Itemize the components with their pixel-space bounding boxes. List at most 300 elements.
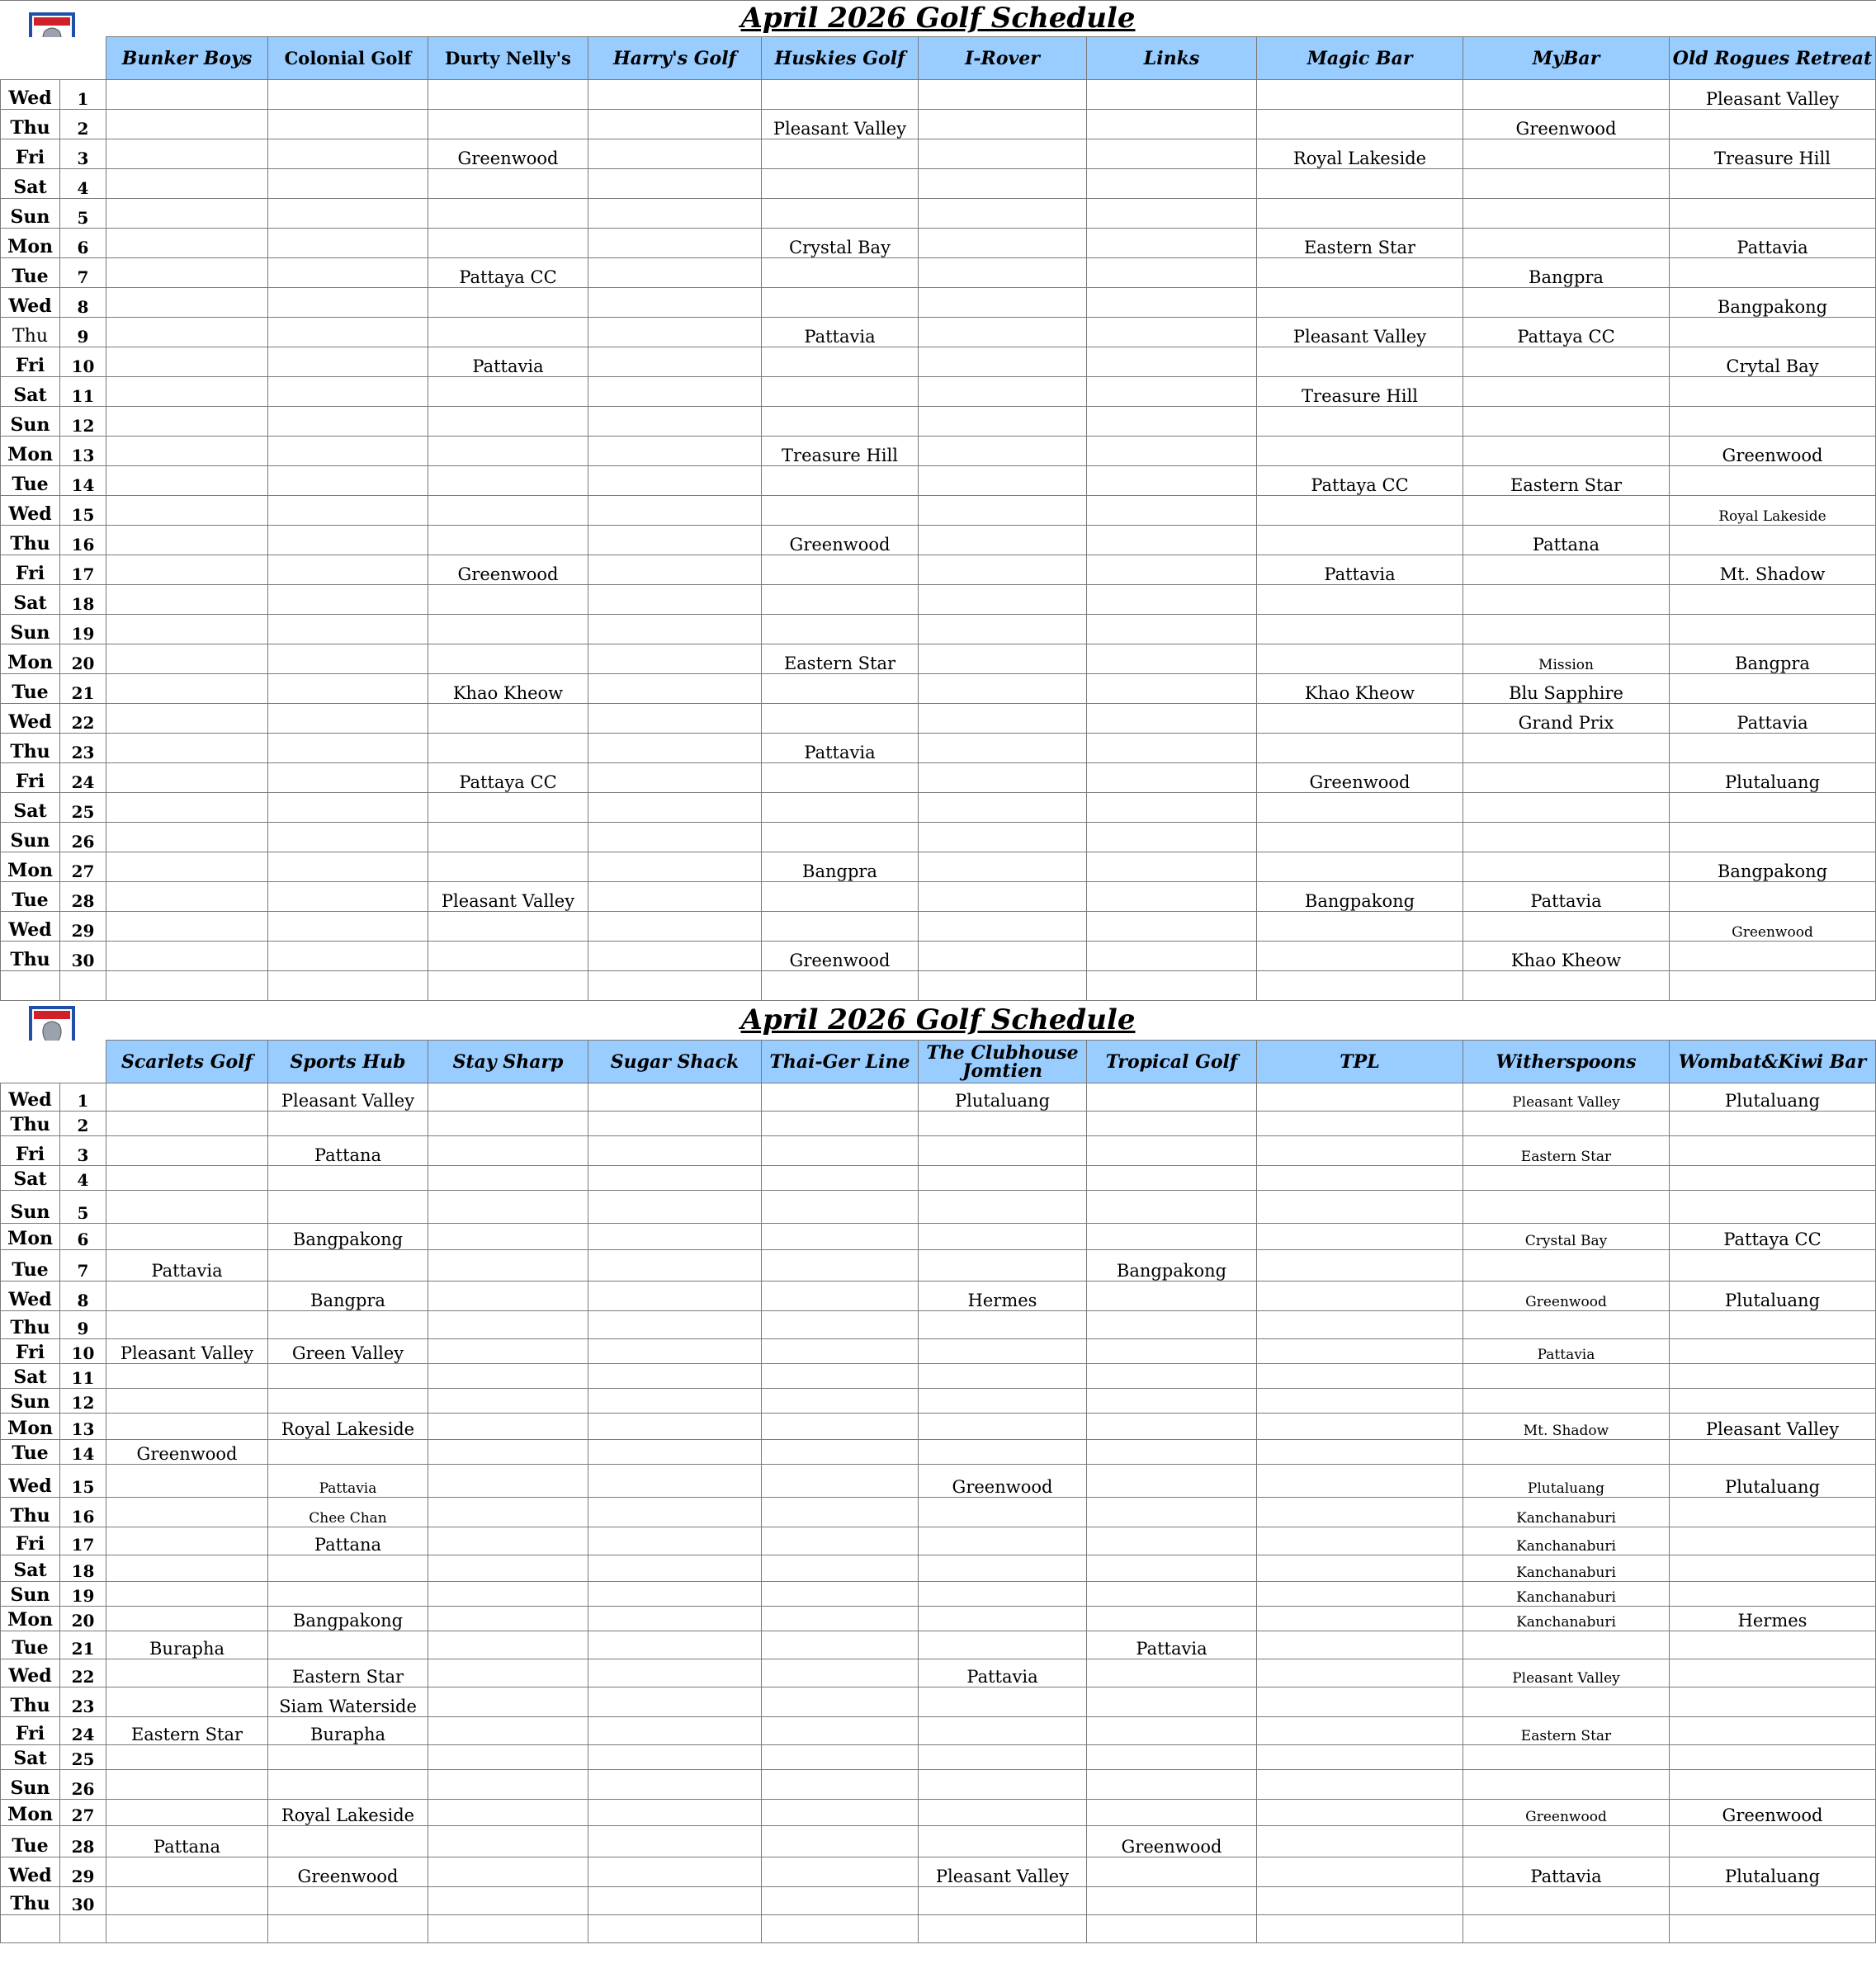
schedule-cell: Pleasant Valley [106, 1339, 268, 1364]
schedule-cell [1087, 1582, 1257, 1607]
table-row [1, 1440, 1876, 1465]
schedule-cell [428, 1083, 588, 1112]
schedule-cell: Mission [1463, 644, 1670, 674]
schedule-cell [1087, 912, 1257, 942]
schedule-cell [1463, 971, 1670, 1001]
schedule-cell [1463, 852, 1670, 882]
schedule-cell [919, 734, 1087, 763]
date-cell: 30 [60, 1887, 106, 1915]
schedule-cell [919, 199, 1087, 229]
schedule-cell [428, 1687, 588, 1717]
column-header: Magic Bar [1257, 37, 1463, 80]
schedule-cell [588, 1339, 762, 1364]
schedule-cell [762, 674, 919, 704]
schedule-cell: Siam Waterside [268, 1687, 428, 1717]
schedule-cell [588, 229, 762, 258]
schedule-cell [588, 1224, 762, 1250]
weekday-cell: Mon [1, 1414, 60, 1440]
schedule-cell: Plutaluang [1670, 1857, 1876, 1887]
schedule-cell [268, 466, 428, 496]
weekday-cell: Sun [1, 1191, 60, 1224]
schedule-cell [1257, 1166, 1463, 1191]
schedule-cell [1463, 1311, 1670, 1339]
schedule-cell [428, 1311, 588, 1339]
schedule-cell: Treasure Hill [1670, 139, 1876, 169]
table-row [1, 852, 1876, 882]
schedule-cell: Pattana [268, 1527, 428, 1555]
schedule-cell [428, 1224, 588, 1250]
schedule-cell [106, 347, 268, 377]
schedule-cell [1087, 318, 1257, 347]
schedule-cell [106, 258, 268, 288]
schedule-cell [106, 169, 268, 199]
schedule-cell [1463, 496, 1670, 526]
schedule-cell [1463, 1112, 1670, 1136]
date-cell: 27 [60, 852, 106, 882]
table-row [1, 734, 1876, 763]
date-cell: 27 [60, 1800, 106, 1826]
schedule-cell [762, 1915, 919, 1943]
schedule-cell [1257, 1224, 1463, 1250]
schedule-cell [1257, 1112, 1463, 1136]
schedule-cell [268, 912, 428, 942]
table-row [1, 912, 1876, 942]
table-row [1, 1887, 1876, 1915]
schedule-cell [268, 1582, 428, 1607]
table-row [1, 407, 1876, 437]
schedule-cell [428, 1191, 588, 1224]
schedule-cell: Pattavia [1257, 555, 1463, 585]
schedule-cell [1087, 1311, 1257, 1339]
schedule-cell [1087, 1440, 1257, 1465]
weekday-cell: Fri [1, 139, 60, 169]
schedule-cell [428, 1770, 588, 1800]
header-row [1, 37, 1876, 80]
schedule-cell [428, 1717, 588, 1745]
schedule-cell [106, 288, 268, 318]
table-row [1, 377, 1876, 407]
schedule-cell [428, 1364, 588, 1389]
schedule-cell [106, 1224, 268, 1250]
schedule-cell [588, 1555, 762, 1582]
schedule-table-2 [0, 1040, 1876, 1943]
schedule-cell: Plutaluang [919, 1083, 1087, 1112]
corner-cell [1, 37, 106, 80]
weekday-cell: Fri [1, 555, 60, 585]
schedule-cell [1463, 80, 1670, 110]
column-header: The Clubhouse Jomtien [919, 1041, 1087, 1083]
schedule-cell [428, 1745, 588, 1770]
schedule-cell [428, 1282, 588, 1311]
schedule-cell [919, 912, 1087, 942]
schedule-cell [1670, 793, 1876, 823]
table-row [1, 1582, 1876, 1607]
schedule-cell: Khao Kheow [1257, 674, 1463, 704]
schedule-cell [268, 1389, 428, 1414]
schedule-cell [268, 1745, 428, 1770]
table-row [1, 1311, 1876, 1339]
schedule-cell [762, 1826, 919, 1857]
schedule-cell: Pattavia [428, 347, 588, 377]
schedule-cell [106, 1498, 268, 1527]
schedule-cell: Kanchanaburi [1463, 1527, 1670, 1555]
schedule-cell: Eastern Star [1463, 1136, 1670, 1166]
schedule-cell [588, 347, 762, 377]
schedule-cell [1670, 1887, 1876, 1915]
schedule-cell [106, 1582, 268, 1607]
weekday-cell: Thu [1, 526, 60, 555]
schedule-cell [428, 1555, 588, 1582]
table-row [1, 1136, 1876, 1166]
schedule-cell [588, 1717, 762, 1745]
schedule-cell [428, 1414, 588, 1440]
date-cell: 16 [60, 526, 106, 555]
schedule-cell [762, 615, 919, 644]
schedule-cell [268, 704, 428, 734]
schedule-cell [919, 1582, 1087, 1607]
schedule-cell [268, 1915, 428, 1943]
date-cell: 19 [60, 615, 106, 644]
schedule-cell: Royal Lakeside [1257, 139, 1463, 169]
weekday-cell: Tue [1, 1250, 60, 1282]
weekday-cell: Sat [1, 1364, 60, 1389]
schedule-cell [762, 288, 919, 318]
schedule-cell [1257, 1527, 1463, 1555]
date-cell: 21 [60, 674, 106, 704]
schedule-cell [268, 1631, 428, 1659]
weekday-cell: Fri [1, 347, 60, 377]
schedule-cell [588, 1191, 762, 1224]
date-cell: 29 [60, 1857, 106, 1887]
schedule-cell [106, 1166, 268, 1191]
table-row [1, 1166, 1876, 1191]
schedule-cell [1670, 734, 1876, 763]
schedule-cell [428, 1826, 588, 1857]
weekday-cell: Sun [1, 1389, 60, 1414]
schedule-cell [1087, 793, 1257, 823]
schedule-cell [1087, 1136, 1257, 1166]
schedule-cell [588, 823, 762, 852]
table-row [1, 199, 1876, 229]
schedule-cell: Pleasant Valley [1257, 318, 1463, 347]
schedule-cell [106, 1364, 268, 1389]
weekday-cell: Thu [1, 1498, 60, 1527]
table-row [1, 1414, 1876, 1440]
schedule-cell [1463, 1770, 1670, 1800]
schedule-cell [919, 1250, 1087, 1282]
date-cell: 26 [60, 823, 106, 852]
schedule-cell [106, 1915, 268, 1943]
column-header: I-Rover [919, 37, 1087, 80]
schedule-cell [1257, 823, 1463, 852]
table-row [1, 1224, 1876, 1250]
weekday-cell: Thu [1, 1311, 60, 1339]
schedule-cell: Burapha [106, 1631, 268, 1659]
schedule-cell [428, 377, 588, 407]
schedule-cell [1087, 882, 1257, 912]
schedule-cell [1463, 377, 1670, 407]
schedule-cell: Pattana [1463, 526, 1670, 555]
schedule-cell [1670, 526, 1876, 555]
schedule-cell [268, 1770, 428, 1800]
schedule-cell: Greenwood [1670, 912, 1876, 942]
schedule-cell [919, 526, 1087, 555]
schedule-cell [268, 288, 428, 318]
schedule-cell [428, 1527, 588, 1555]
schedule-cell [268, 377, 428, 407]
schedule-cell [762, 1800, 919, 1826]
schedule-cell [106, 1527, 268, 1555]
schedule-cell: Greenwood [428, 139, 588, 169]
schedule-cell [1670, 1717, 1876, 1745]
schedule-cell [762, 763, 919, 793]
schedule-cell: Pattavia [268, 1465, 428, 1498]
schedule-cell [1257, 1364, 1463, 1389]
schedule-cell: Pattavia [762, 734, 919, 763]
schedule-cell [268, 644, 428, 674]
schedule-cell: Plutaluang [1463, 1465, 1670, 1498]
schedule-cell [588, 1770, 762, 1800]
schedule-cell [106, 734, 268, 763]
weekday-cell: Wed [1, 496, 60, 526]
weekday-cell: Tue [1, 1440, 60, 1465]
schedule-cell [588, 704, 762, 734]
schedule-cell [1257, 1083, 1463, 1112]
weekday-cell: Wed [1, 80, 60, 110]
schedule-cell: Greenwood [1257, 763, 1463, 793]
schedule-cell: Bangpra [762, 852, 919, 882]
schedule-cell [428, 110, 588, 139]
schedule-cell [1670, 1440, 1876, 1465]
table-row [1, 763, 1876, 793]
schedule-cell [1087, 1887, 1257, 1915]
date-cell [60, 1915, 106, 1943]
schedule-cell: Eastern Star [1463, 466, 1670, 496]
schedule-cell [1087, 615, 1257, 644]
schedule-cell [1257, 1555, 1463, 1582]
schedule-cell [1463, 347, 1670, 377]
schedule-cell [106, 318, 268, 347]
weekday-cell: Wed [1, 704, 60, 734]
schedule-cell [1087, 437, 1257, 466]
schedule-cell [1257, 1414, 1463, 1440]
column-header: Sugar Shack [588, 1041, 762, 1083]
schedule-cell [919, 169, 1087, 199]
schedule-cell [1087, 1166, 1257, 1191]
schedule-cell [762, 139, 919, 169]
schedule-cell [268, 80, 428, 110]
schedule-cell: Crystal Bay [762, 229, 919, 258]
table-row [1, 1607, 1876, 1631]
schedule-cell [1670, 1915, 1876, 1943]
weekday-cell: Tue [1, 1826, 60, 1857]
schedule-cell [1670, 1191, 1876, 1224]
schedule-cell [1670, 1389, 1876, 1414]
schedule-cell [919, 496, 1087, 526]
weekday-cell: Thu [1, 1687, 60, 1717]
column-header: Harry's Golf [588, 37, 762, 80]
schedule-cell: Pleasant Valley [1670, 1414, 1876, 1440]
schedule-cell [762, 169, 919, 199]
schedule-cell [1463, 912, 1670, 942]
schedule-cell [106, 942, 268, 971]
schedule-cell [762, 258, 919, 288]
column-header: Scarlets Golf [106, 1041, 268, 1083]
schedule-cell [762, 1250, 919, 1282]
schedule-cell [588, 644, 762, 674]
schedule-cell [919, 1631, 1087, 1659]
schedule-cell: Pattana [106, 1826, 268, 1857]
weekday-cell: Tue [1, 466, 60, 496]
schedule-cell [268, 1311, 428, 1339]
schedule-cell [919, 407, 1087, 437]
schedule-cell [1257, 407, 1463, 437]
table-row [1, 496, 1876, 526]
schedule-cell [919, 971, 1087, 1001]
schedule-cell [762, 1745, 919, 1770]
date-cell: 2 [60, 1112, 106, 1136]
schedule-cell: Pattavia [106, 1250, 268, 1282]
weekday-cell: Sat [1, 377, 60, 407]
schedule-cell [268, 1364, 428, 1389]
schedule-cell: Plutaluang [1670, 763, 1876, 793]
schedule-cell [428, 1659, 588, 1687]
weekday-cell: Sun [1, 1770, 60, 1800]
schedule-cell [1257, 1687, 1463, 1717]
schedule-cell [762, 1166, 919, 1191]
schedule-cell [919, 1311, 1087, 1339]
date-cell: 13 [60, 437, 106, 466]
schedule-cell [1257, 110, 1463, 139]
weekday-cell: Thu [1, 1887, 60, 1915]
schedule-cell [919, 437, 1087, 466]
schedule-cell [106, 585, 268, 615]
schedule-cell [588, 1826, 762, 1857]
table-row [1, 1631, 1876, 1659]
schedule-cell [1087, 1191, 1257, 1224]
schedule-cell [268, 942, 428, 971]
schedule-cell [268, 258, 428, 288]
schedule-cell [428, 734, 588, 763]
schedule-cell [762, 1440, 919, 1465]
table-row [1, 169, 1876, 199]
schedule-cell [762, 1582, 919, 1607]
schedule-cell [588, 1166, 762, 1191]
date-cell: 21 [60, 1631, 106, 1659]
schedule-cell [268, 1887, 428, 1915]
schedule-cell [106, 644, 268, 674]
schedule-cell [1087, 823, 1257, 852]
schedule-cell [428, 288, 588, 318]
schedule-cell [588, 555, 762, 585]
schedule-cell [1670, 615, 1876, 644]
schedule-cell [919, 1887, 1087, 1915]
date-cell: 8 [60, 288, 106, 318]
schedule-cell [919, 1770, 1087, 1800]
schedule-cell [1463, 139, 1670, 169]
date-cell: 10 [60, 347, 106, 377]
schedule-cell: Pattavia [919, 1659, 1087, 1687]
schedule-cell [762, 912, 919, 942]
schedule-cell [588, 852, 762, 882]
schedule-cell [588, 942, 762, 971]
schedule-cell [268, 199, 428, 229]
schedule-cell: Pleasant Valley [268, 1083, 428, 1112]
schedule-cell [1257, 1250, 1463, 1282]
schedule-cell [106, 882, 268, 912]
schedule-cell [1087, 674, 1257, 704]
schedule-cell: Pattaya CC [1463, 318, 1670, 347]
schedule-cell [428, 437, 588, 466]
schedule-cell [106, 793, 268, 823]
date-cell: 22 [60, 704, 106, 734]
schedule-cell [1257, 852, 1463, 882]
schedule-cell [428, 1631, 588, 1659]
schedule-cell [588, 585, 762, 615]
date-cell: 4 [60, 1166, 106, 1191]
schedule-cell [919, 1826, 1087, 1857]
schedule-cell [1670, 1555, 1876, 1582]
schedule-cell [1087, 971, 1257, 1001]
schedule-cell: Royal Lakeside [268, 1414, 428, 1440]
schedule-cell [762, 1389, 919, 1414]
schedule-cell [106, 1414, 268, 1440]
schedule-cell [428, 585, 588, 615]
schedule-cell [428, 496, 588, 526]
schedule-cell: Plutaluang [1670, 1083, 1876, 1112]
weekday-cell: Sat [1, 585, 60, 615]
table-row [1, 1498, 1876, 1527]
schedule-cell [268, 1555, 428, 1582]
schedule-cell: Greenwood [1463, 1800, 1670, 1826]
schedule-cell [1670, 1364, 1876, 1389]
schedule-cell [762, 1112, 919, 1136]
schedule-cell [588, 1527, 762, 1555]
schedule-cell [106, 496, 268, 526]
schedule-cell [428, 971, 588, 1001]
schedule-cell [1257, 912, 1463, 942]
date-cell: 7 [60, 1250, 106, 1282]
schedule-cell [1670, 1498, 1876, 1527]
column-header: Bunker Boys [106, 37, 268, 80]
schedule-cell [588, 1915, 762, 1943]
schedule-cell [1463, 1389, 1670, 1414]
schedule-cell [588, 110, 762, 139]
table-row [1, 971, 1876, 1001]
schedule-cell [919, 347, 1087, 377]
schedule-cell [1257, 80, 1463, 110]
schedule-cell [1463, 763, 1670, 793]
schedule-cell [588, 793, 762, 823]
weekday-cell: Tue [1, 882, 60, 912]
schedule-cell [762, 971, 919, 1001]
schedule-cell: Green Valley [268, 1339, 428, 1364]
schedule-cell [1257, 1770, 1463, 1800]
schedule-cell [919, 1414, 1087, 1440]
schedule-cell [1087, 347, 1257, 377]
schedule-cell [1670, 199, 1876, 229]
schedule-cell [1463, 169, 1670, 199]
schedule-cell [919, 674, 1087, 704]
column-header: Tropical Golf [1087, 1041, 1257, 1083]
date-cell: 1 [60, 80, 106, 110]
schedule-cell [428, 1800, 588, 1826]
schedule-cell [268, 437, 428, 466]
schedule-cell [106, 823, 268, 852]
schedule-cell: Greenwood [762, 526, 919, 555]
schedule-cell [106, 1465, 268, 1498]
schedule-cell [919, 110, 1087, 139]
